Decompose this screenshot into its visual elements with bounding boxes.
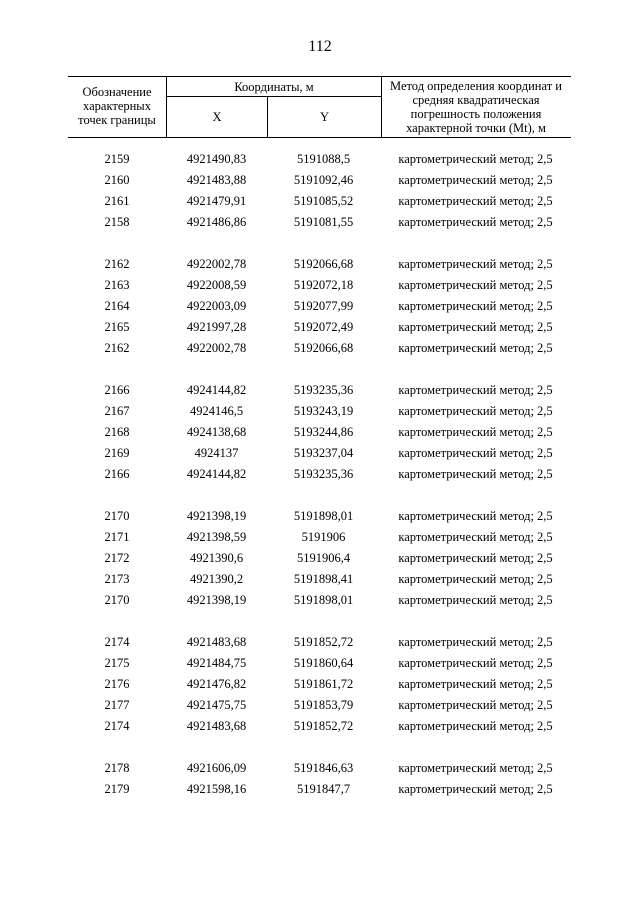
point-id: 2164 xyxy=(104,299,130,313)
method-cell: картометрический метод; 2,5 xyxy=(398,446,553,460)
table-row xyxy=(0,717,640,738)
y-coordinate: 5192066,68 xyxy=(293,257,354,271)
point-id: 2163 xyxy=(104,278,130,292)
group-spacer xyxy=(0,486,640,507)
page-number: 112 xyxy=(308,38,332,55)
x-coordinate: 4921398,59 xyxy=(186,530,247,544)
table-row xyxy=(0,675,640,696)
method-cell: картометрический метод; 2,5 xyxy=(398,278,553,292)
header-y: Y xyxy=(319,110,330,124)
method-cell: картометрический метод; 2,5 xyxy=(398,320,553,334)
method-cell: картометрический метод; 2,5 xyxy=(398,656,553,670)
table-row xyxy=(0,339,640,360)
table-row xyxy=(0,192,640,213)
table-row xyxy=(0,528,640,549)
table-row xyxy=(0,780,640,801)
y-coordinate: 5193235,36 xyxy=(293,383,354,397)
x-coordinate: 4921390,2 xyxy=(189,572,244,586)
point-id: 2165 xyxy=(104,320,130,334)
x-coordinate: 4921598,16 xyxy=(186,782,247,796)
table-row xyxy=(0,423,640,444)
x-coordinate: 4921479,91 xyxy=(186,194,247,208)
header-x: X xyxy=(167,97,268,137)
y-coordinate: 5191852,72 xyxy=(293,635,354,649)
table-row xyxy=(0,213,640,234)
point-id: 2162 xyxy=(104,341,130,355)
table-row xyxy=(0,297,640,318)
y-coordinate: 5191092,46 xyxy=(293,173,354,187)
method-cell: картометрический метод; 2,5 xyxy=(398,593,553,607)
table-row xyxy=(0,759,640,780)
y-coordinate: 5191898,41 xyxy=(293,572,354,586)
method-cell: картометрический метод; 2,5 xyxy=(398,572,553,586)
method-cell: картометрический метод; 2,5 xyxy=(398,404,553,418)
method-cell: картометрический метод; 2,5 xyxy=(398,194,553,208)
table-row xyxy=(0,507,640,528)
method-cell: картометрический метод; 2,5 xyxy=(398,215,553,229)
y-coordinate: 5191081,55 xyxy=(293,215,354,229)
method-cell: картометрический метод; 2,5 xyxy=(398,383,553,397)
method-cell: картометрический метод; 2,5 xyxy=(398,425,553,439)
method-cell: картометрический метод; 2,5 xyxy=(398,341,553,355)
table-row xyxy=(0,171,640,192)
y-coordinate: 5191861,72 xyxy=(293,677,354,691)
x-coordinate: 4921390,6 xyxy=(189,551,244,565)
x-coordinate: 4921997,28 xyxy=(186,320,247,334)
table-header xyxy=(68,76,571,138)
x-coordinate: 4921483,68 xyxy=(186,635,247,649)
point-id: 2168 xyxy=(104,425,130,439)
point-id: 2176 xyxy=(104,677,130,691)
point-id: 2171 xyxy=(104,530,130,544)
point-id: 2178 xyxy=(104,761,130,775)
table-row xyxy=(0,549,640,570)
y-coordinate: 5191846,63 xyxy=(293,761,354,775)
header-method: Метод определения координат и средняя квадратическая погрешность положения характерной точки (Mt), м xyxy=(390,79,562,135)
x-coordinate: 4921486,86 xyxy=(186,215,247,229)
point-id: 2169 xyxy=(104,446,130,460)
header-point-label: Обозначение характерных точек границы xyxy=(78,85,156,127)
y-coordinate: 5191906,4 xyxy=(296,551,351,565)
x-coordinate: 4921483,68 xyxy=(186,719,247,733)
point-id: 2158 xyxy=(104,215,130,229)
group-spacer xyxy=(0,612,640,633)
x-coordinate: 4921475,75 xyxy=(186,698,247,712)
y-coordinate: 5193243,19 xyxy=(293,404,354,418)
table-row xyxy=(0,381,640,402)
table-row xyxy=(0,444,640,465)
header-coordinates-title: Координаты, м xyxy=(167,79,381,97)
point-id: 2166 xyxy=(104,467,130,481)
x-coordinate: 4924144,82 xyxy=(186,467,247,481)
y-coordinate: 5192072,18 xyxy=(293,278,354,292)
y-coordinate: 5191852,72 xyxy=(293,719,354,733)
x-coordinate: 4922008,59 xyxy=(186,278,247,292)
x-coordinate: 4921490,83 xyxy=(186,152,247,166)
point-id: 2173 xyxy=(104,572,130,586)
table-row xyxy=(0,654,640,675)
method-cell: картометрический метод; 2,5 xyxy=(398,698,553,712)
table-row xyxy=(0,276,640,297)
table-body xyxy=(0,150,640,801)
point-id: 2170 xyxy=(104,593,130,607)
x-coordinate: 4924146,5 xyxy=(189,404,244,418)
point-id: 2159 xyxy=(104,152,130,166)
point-id: 2179 xyxy=(104,782,130,796)
header-coordinates xyxy=(166,77,382,137)
x-coordinate: 4921484,75 xyxy=(186,656,247,670)
point-id: 2167 xyxy=(104,404,130,418)
y-coordinate: 5193244,86 xyxy=(293,425,354,439)
table-row xyxy=(0,465,640,486)
table-row xyxy=(0,696,640,717)
method-cell: картометрический метод; 2,5 xyxy=(398,509,553,523)
point-id: 2175 xyxy=(104,656,130,670)
y-coordinate: 5191085,52 xyxy=(293,194,354,208)
method-cell: картометрический метод; 2,5 xyxy=(398,530,553,544)
x-coordinate: 4922003,09 xyxy=(186,299,247,313)
table-row xyxy=(0,633,640,654)
table-row xyxy=(0,255,640,276)
method-cell: картометрический метод; 2,5 xyxy=(398,635,553,649)
point-id: 2177 xyxy=(104,698,130,712)
group-spacer xyxy=(0,234,640,255)
y-coordinate: 5191898,01 xyxy=(293,593,354,607)
x-coordinate: 4922002,78 xyxy=(186,257,247,271)
y-coordinate: 5193235,36 xyxy=(293,467,354,481)
y-coordinate: 5191847,7 xyxy=(296,782,351,796)
group-spacer xyxy=(0,360,640,381)
method-cell: картометрический метод; 2,5 xyxy=(398,782,553,796)
method-cell: картометрический метод; 2,5 xyxy=(398,761,553,775)
x-coordinate: 4921476,82 xyxy=(186,677,247,691)
y-coordinate: 5192072,49 xyxy=(293,320,354,334)
x-coordinate: 4921606,09 xyxy=(186,761,247,775)
table-row xyxy=(0,150,640,171)
method-cell: картометрический метод; 2,5 xyxy=(398,719,553,733)
point-id: 2160 xyxy=(104,173,130,187)
point-id: 2174 xyxy=(104,635,130,649)
y-coordinate: 5191860,64 xyxy=(293,656,354,670)
y-coordinate: 5191898,01 xyxy=(293,509,354,523)
point-id: 2166 xyxy=(104,383,130,397)
table-row xyxy=(0,402,640,423)
method-cell: картометрический метод; 2,5 xyxy=(398,299,553,313)
x-coordinate: 4924138,68 xyxy=(186,425,247,439)
x-coordinate: 4924137 xyxy=(194,446,239,460)
y-coordinate: 5191088,5 xyxy=(296,152,351,166)
x-coordinate: 4921483,88 xyxy=(186,173,247,187)
x-coordinate: 4921398,19 xyxy=(186,593,247,607)
method-cell: картометрический метод; 2,5 xyxy=(398,551,553,565)
point-id: 2174 xyxy=(104,719,130,733)
method-cell: картометрический метод; 2,5 xyxy=(398,152,553,166)
x-coordinate: 4922002,78 xyxy=(186,341,247,355)
point-id: 2170 xyxy=(104,509,130,523)
y-coordinate: 5191853,79 xyxy=(293,698,354,712)
method-cell: картометрический метод; 2,5 xyxy=(398,257,553,271)
table-row xyxy=(0,591,640,612)
method-cell: картометрический метод; 2,5 xyxy=(398,677,553,691)
method-cell: картометрический метод; 2,5 xyxy=(398,467,553,481)
x-coordinate: 4921398,19 xyxy=(186,509,247,523)
y-coordinate: 5193237,04 xyxy=(293,446,354,460)
y-coordinate: 5192077,99 xyxy=(293,299,354,313)
point-id: 2172 xyxy=(104,551,130,565)
y-coordinate: 5191906 xyxy=(301,530,346,544)
y-coordinate: 5192066,68 xyxy=(293,341,354,355)
point-id: 2161 xyxy=(104,194,130,208)
x-coordinate: 4924144,82 xyxy=(186,383,247,397)
point-id: 2162 xyxy=(104,257,130,271)
method-cell: картометрический метод; 2,5 xyxy=(398,173,553,187)
group-spacer xyxy=(0,738,640,759)
table-row xyxy=(0,570,640,591)
table-row xyxy=(0,318,640,339)
